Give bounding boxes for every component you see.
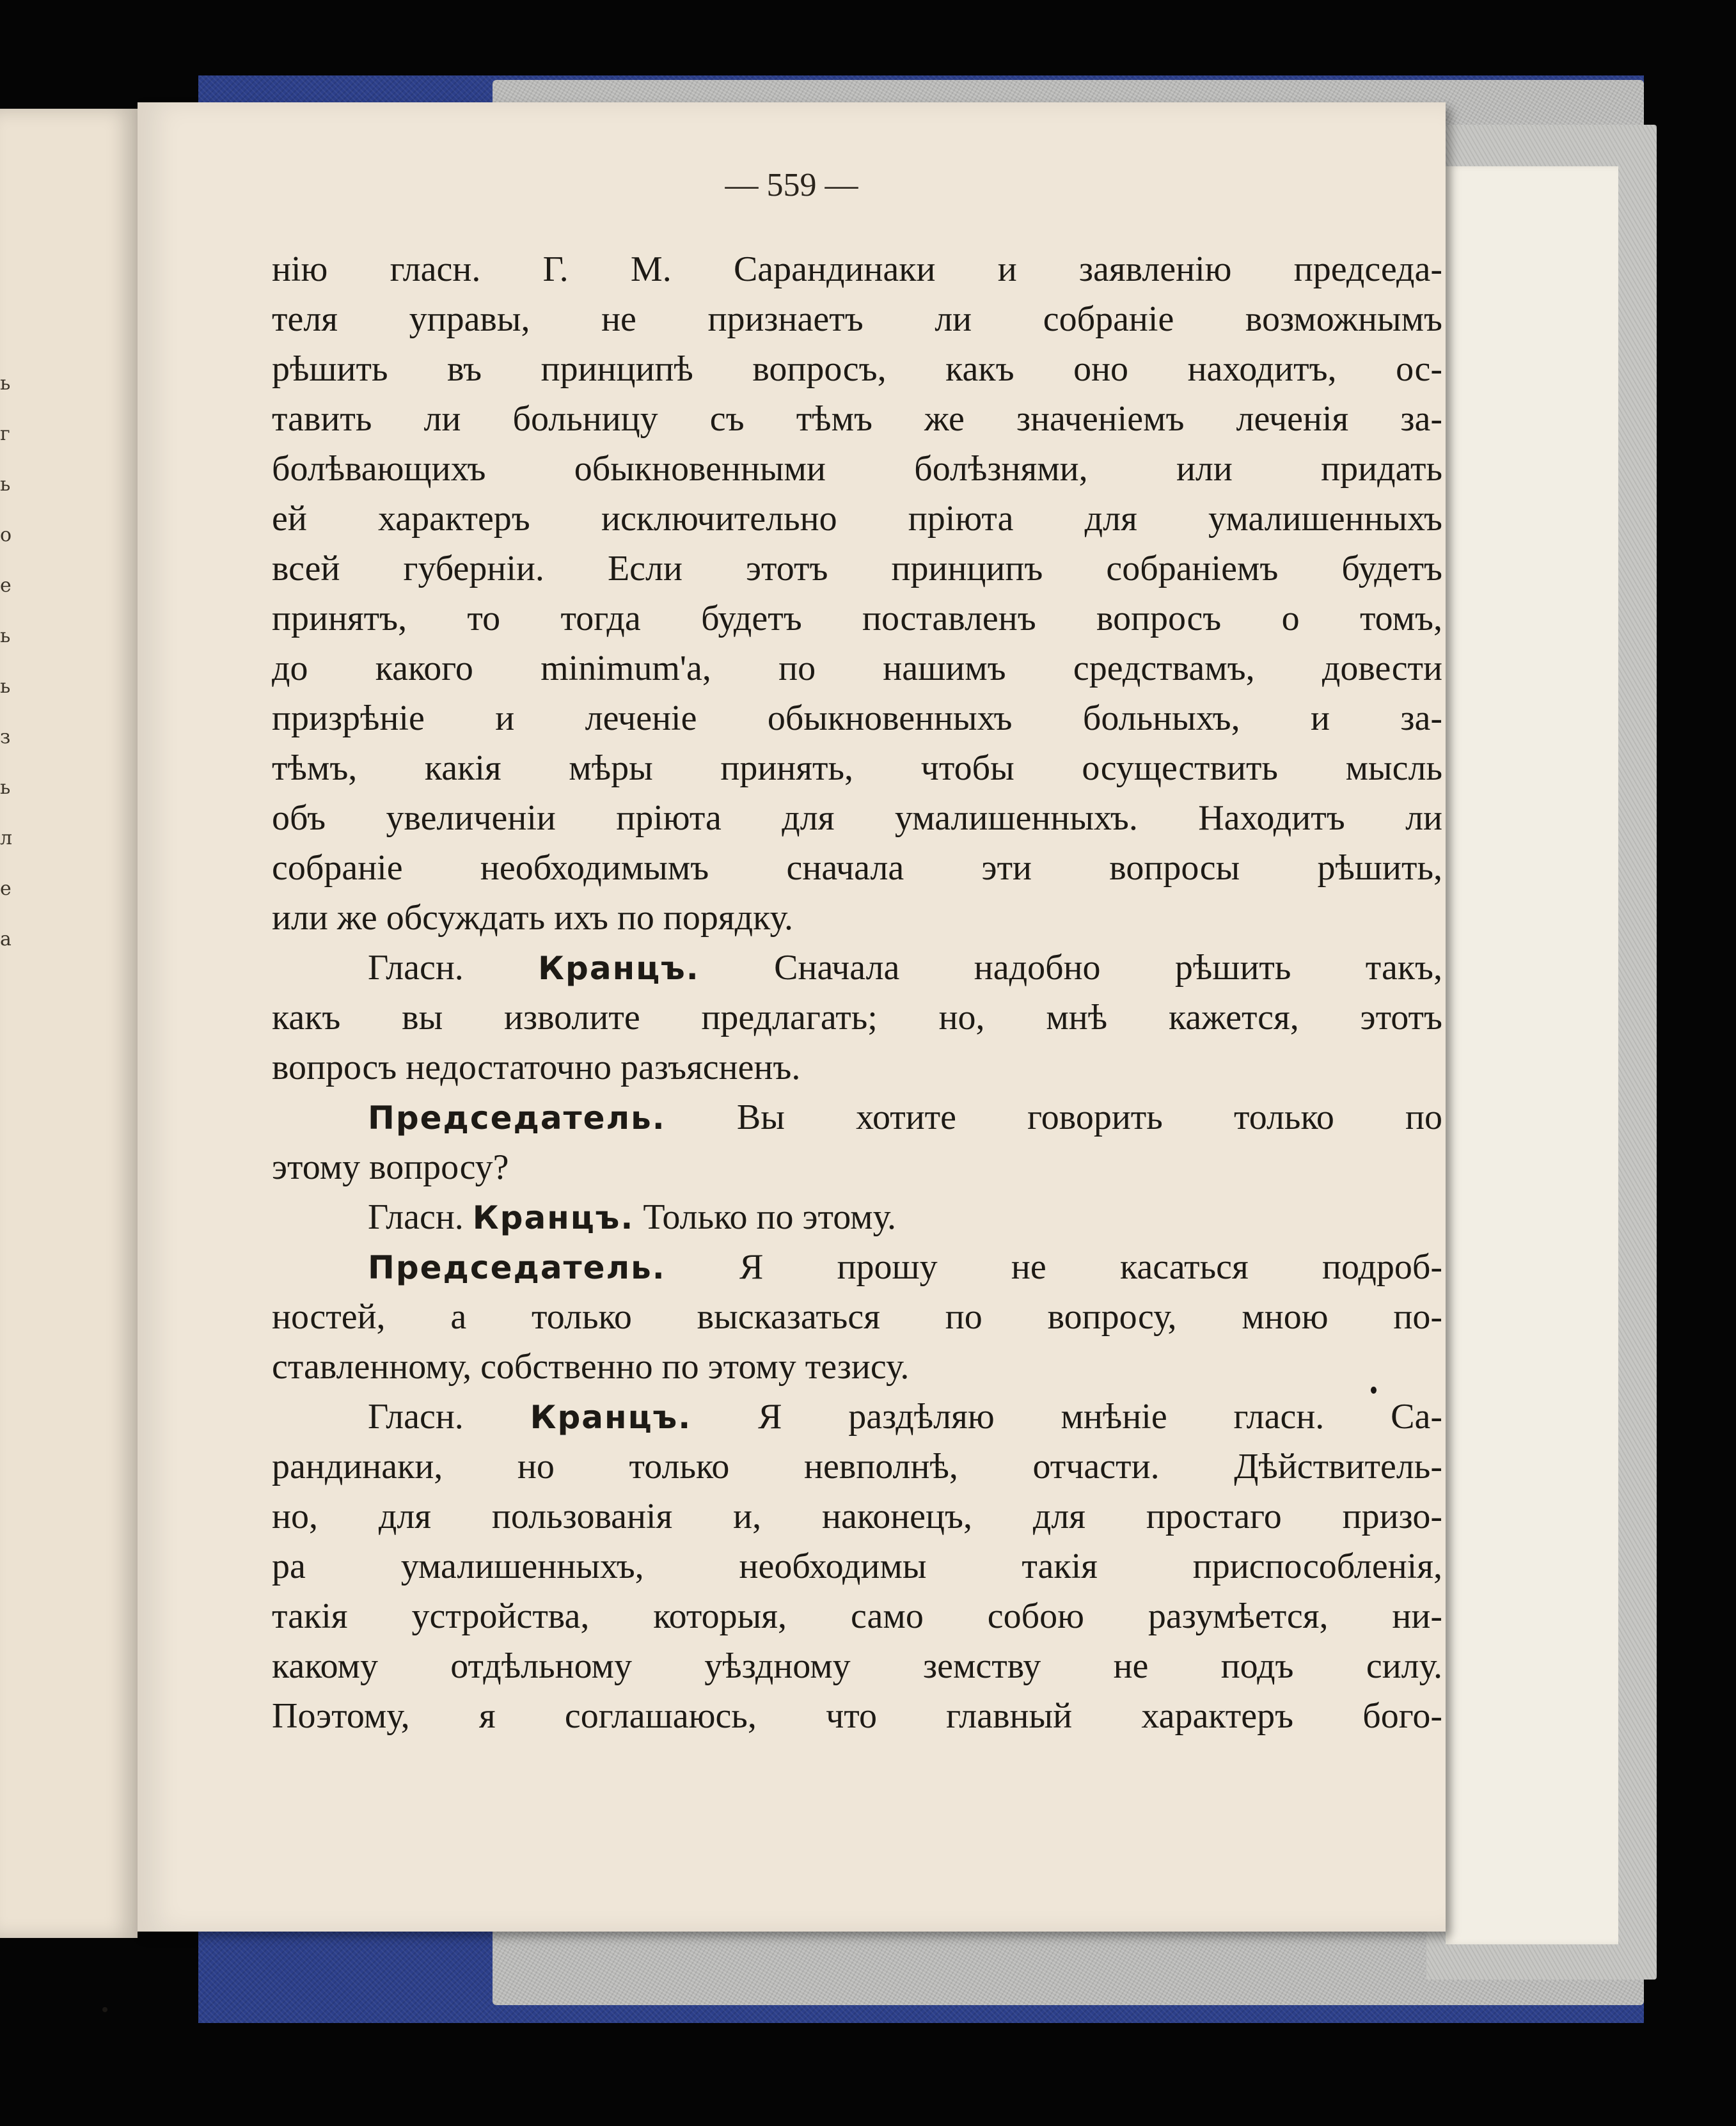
text-run: Гласн.: [368, 948, 539, 988]
left-edge-mark: ь: [0, 675, 11, 698]
speaker-name: Кранцъ.: [530, 1399, 692, 1436]
speaker-name: Председатель.: [368, 1099, 666, 1137]
page-text: [272, 244, 1442, 1741]
text-line: [272, 643, 1442, 693]
text-run: всей губерніи. Если этотъ принципъ собраніемъ будетъ: [272, 549, 1442, 588]
left-edge-mark: ь: [0, 473, 11, 496]
text-run: или же обсуждать ихъ по порядку.: [272, 898, 793, 938]
left-page: [0, 109, 138, 1938]
text-line: [272, 1142, 1442, 1192]
text-line: [272, 1292, 1442, 1342]
text-line: [272, 1591, 1442, 1641]
text-run: ей характеръ исключительно пріюта для умалишенныхъ: [272, 499, 1442, 539]
left-edge-mark: ь: [0, 625, 11, 647]
text-run: болѣвающихъ обыкновенными болѣзнями, или придать: [272, 449, 1442, 489]
text-line: [272, 893, 1442, 943]
text-run: Я прошу не касаться подроб-: [665, 1247, 1442, 1287]
left-edge-mark: е: [0, 878, 12, 900]
text-line: [272, 544, 1442, 594]
text-run: до какого minimum'а, по нашимъ средствамъ, довести: [272, 649, 1442, 688]
text-line: [272, 743, 1442, 793]
text-run: рѣшить въ принципѣ вопросъ, какъ оно находитъ, ос-: [272, 349, 1442, 389]
speaker-name: Кранцъ.: [538, 950, 700, 987]
text-line: [272, 1043, 1442, 1092]
text-run: собраніе необходимымъ сначала эти вопросы рѣшить,: [272, 848, 1442, 888]
text-line: [272, 993, 1442, 1043]
text-run: какъ вы изволите предлагать; но, мнѣ кажется, этотъ: [272, 998, 1442, 1037]
text-line: [272, 1492, 1442, 1541]
ink-speck: [102, 2007, 107, 2012]
text-run: вопросъ недостаточно разъясненъ.: [272, 1048, 801, 1087]
left-edge-mark: л: [0, 827, 13, 849]
left-edge-mark: г: [0, 423, 10, 445]
text-run: тѣмъ, какія мѣры принять, чтобы осуществить мысль: [272, 748, 1442, 788]
speaker-name: Кранцъ.: [472, 1199, 635, 1236]
text-line: [272, 594, 1442, 643]
left-edge-mark: а: [0, 928, 12, 950]
text-line: [272, 344, 1442, 394]
left-edge-mark: ь: [0, 372, 11, 395]
text-line: [272, 943, 1442, 993]
text-line: [272, 294, 1442, 344]
text-line: [272, 793, 1442, 843]
text-run: Сначала надобно рѣшить такъ,: [699, 948, 1442, 988]
text-run: ностей, а только высказаться по вопросу, мною по-: [272, 1297, 1442, 1337]
text-line: [272, 444, 1442, 494]
text-line: [272, 1242, 1442, 1292]
text-run: такія устройства, которыя, само собою разумѣется, ни-: [272, 1596, 1442, 1636]
text-line: [272, 1641, 1442, 1691]
text-run: Гласн.: [368, 1397, 530, 1437]
text-run: Только по этому.: [634, 1197, 896, 1237]
text-line: [272, 693, 1442, 743]
text-line: [272, 494, 1442, 544]
speaker-name: Председатель.: [368, 1249, 666, 1286]
text-run: Поэтому, я соглашаюсь, что главный характеръ бого-: [272, 1696, 1442, 1736]
text-line: [272, 1392, 1442, 1442]
text-run: рандинаки, но только невполнѣ, отчасти. Дѣйствитель-: [272, 1447, 1442, 1486]
text-line: [272, 843, 1442, 893]
ink-speck: [1371, 1387, 1377, 1394]
left-page-edge-text: [0, 358, 19, 965]
text-line: [272, 1342, 1442, 1392]
text-line: [272, 1092, 1442, 1142]
text-run: но, для пользованія и, наконецъ, для простаго призо-: [272, 1497, 1442, 1536]
page-block-edge: [1446, 166, 1618, 1944]
text-run: теля управы, не признаетъ ли собраніе возможнымъ: [272, 299, 1442, 339]
text-line: [272, 1541, 1442, 1591]
text-run: Я раздѣляю мнѣніе гласн. Са-: [691, 1397, 1442, 1437]
text-line: [272, 1442, 1442, 1492]
text-run: ставленному, собственно по этому тезису.: [272, 1347, 910, 1387]
left-edge-mark: е: [0, 574, 12, 597]
left-edge-mark: ь: [0, 776, 11, 799]
text-run: объ увеличеніи пріюта для умалишенныхъ. Находитъ ли: [272, 798, 1442, 838]
text-run: Гласн.: [368, 1197, 473, 1237]
left-edge-mark: о: [0, 524, 12, 546]
text-run: ра умалишенныхъ, необходимы такія приспособленія,: [272, 1547, 1442, 1586]
text-run: принятъ, то тогда будетъ поставленъ вопросъ о томъ,: [272, 599, 1442, 638]
page-number: — 559 —: [725, 167, 858, 203]
text-line: [272, 1192, 1442, 1242]
book-page: [138, 102, 1446, 1932]
text-run: этому вопросу?: [272, 1147, 509, 1187]
text-run: какому отдѣльному уѣздному земству не подъ силу.: [272, 1646, 1442, 1686]
text-line: [272, 244, 1442, 294]
left-edge-mark: з: [0, 726, 11, 748]
text-line: [272, 394, 1442, 444]
text-run: нію гласн. Г. М. Сарандинаки и заявленію председа-: [272, 249, 1442, 289]
text-run: тавить ли больницу съ тѣмъ же значеніемъ леченія за-: [272, 399, 1442, 439]
text-line: [272, 1691, 1442, 1741]
text-run: призрѣніе и леченіе обыкновенныхъ больныхъ, и за-: [272, 698, 1442, 738]
text-run: Вы хотите говорить только по: [665, 1098, 1442, 1137]
